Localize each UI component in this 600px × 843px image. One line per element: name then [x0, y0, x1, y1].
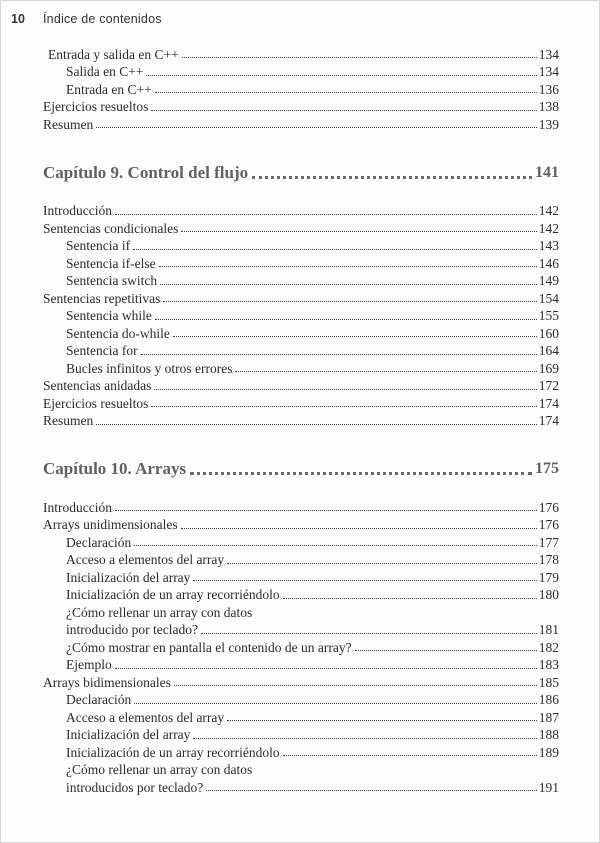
- toc-entry-row: [43, 760, 559, 778]
- entry-title: Entrada en C++: [66, 81, 152, 97]
- chapter-title: Capítulo 10. Arrays: [43, 459, 187, 478]
- page-ref: 188: [538, 727, 559, 742]
- toc-entry-row: [43, 567, 559, 585]
- entry-title: Sentencia if: [66, 238, 131, 253]
- dot-leader: [146, 75, 536, 76]
- page-ref: 176: [538, 499, 559, 515]
- page-ref: 186: [538, 692, 559, 707]
- dot-leader: [134, 545, 537, 546]
- toc-entry-row: [43, 114, 559, 132]
- page-ref: 164: [538, 343, 559, 358]
- page-ref: 181: [538, 622, 559, 637]
- dot-leader: [235, 371, 536, 372]
- page-ref: 169: [538, 360, 559, 376]
- dot-leader: [201, 633, 537, 634]
- entry-title: ¿Cómo mostrar en pantalla el contenido de un array?: [66, 639, 352, 655]
- dot-leader: [227, 563, 537, 564]
- toc-entry-row: [43, 672, 559, 690]
- dot-leader: [283, 598, 537, 599]
- toc-entry-row: [43, 620, 559, 638]
- page-ref: 143: [538, 238, 559, 253]
- dot-leader: [181, 231, 536, 232]
- toc-entry-row: [43, 218, 559, 236]
- page-ref: 185: [538, 674, 559, 690]
- dot-leader: [182, 57, 537, 58]
- toc-chapter-row: [43, 458, 559, 479]
- dot-leader: [174, 685, 537, 686]
- toc-entry-row: [43, 97, 559, 115]
- dot-leader: [115, 214, 537, 215]
- page-ref: 175: [535, 460, 559, 477]
- page-ref: 187: [538, 709, 559, 725]
- toc-entry-row: [43, 725, 559, 743]
- entry-title: Ejercicios resueltos: [43, 395, 149, 411]
- page-ref: 174: [538, 395, 559, 411]
- toc-entry-row: [43, 201, 559, 219]
- entry-title: ¿Cómo rellenar un array con datos: [66, 604, 253, 620]
- dot-leader: [159, 266, 537, 267]
- toc-list: [43, 44, 559, 795]
- page-ref: 139: [538, 116, 559, 132]
- entry-title: Sentencia switch: [66, 273, 158, 288]
- entry-title: Ejemplo: [66, 657, 112, 672]
- entry-title: Introducción: [43, 499, 112, 515]
- entry-title: Sentencia do-while: [66, 325, 170, 341]
- entry-title: Bucles infinitos y otros errores: [66, 360, 233, 376]
- entry-title: introducidos por teclado?: [66, 779, 204, 795]
- toc-entry-row: [43, 637, 559, 655]
- dot-leader: [155, 92, 537, 93]
- page-ref: 191: [538, 779, 559, 795]
- page-ref: 142: [538, 220, 559, 236]
- page-ref: 176: [538, 517, 559, 532]
- entry-title: Declaración: [66, 534, 132, 550]
- toc-entry-row: [43, 376, 559, 394]
- toc-entry-row: [43, 253, 559, 271]
- page-ref: 149: [538, 273, 559, 288]
- page-ref: 172: [538, 378, 559, 393]
- toc-entry-row: [43, 515, 559, 533]
- dot-leader: [151, 110, 536, 111]
- toc-entry-row: [43, 62, 559, 80]
- folio-page-number: 10: [11, 12, 25, 26]
- toc-entry-row: [43, 602, 559, 620]
- dot-leader: [193, 580, 536, 581]
- dot-leader: [134, 703, 537, 704]
- page-ref: 180: [538, 587, 559, 602]
- running-head: [1, 1, 599, 26]
- entry-title: Inicialización del array: [66, 727, 191, 742]
- entry-title: introducido por teclado?: [66, 622, 198, 637]
- toc-entry-row: [43, 655, 559, 673]
- page-ref: 174: [538, 413, 559, 428]
- toc-entry-row: [43, 777, 559, 795]
- toc-chapter-row: [43, 162, 559, 183]
- toc-entry-row: [43, 742, 559, 760]
- dot-leader: [133, 249, 537, 250]
- toc-entry-row: [43, 550, 559, 568]
- dot-leader: [155, 319, 537, 320]
- entry-title: Arrays bidimensionales: [43, 674, 171, 690]
- dot-leader: [154, 389, 536, 390]
- page-ref: 177: [538, 534, 559, 550]
- toc-entry-row: [43, 497, 559, 515]
- page-ref: 179: [538, 569, 559, 585]
- toc-entry-row: [43, 271, 559, 289]
- entry-title: Acceso a elementos del array: [66, 709, 225, 725]
- toc-entry-row: [43, 323, 559, 341]
- toc-entry-row: [43, 288, 559, 306]
- page-ref: 178: [538, 552, 559, 567]
- dot-leader: [193, 738, 536, 739]
- dot-leader: [160, 284, 537, 285]
- page-ref: 160: [538, 325, 559, 341]
- dot-leader: [115, 510, 537, 511]
- chapter-title: Capítulo 9. Control del flujo: [43, 162, 249, 182]
- dot-leader: [173, 336, 537, 337]
- dot-leader: [206, 790, 537, 791]
- dot-leader: [163, 301, 536, 302]
- entry-title: ¿Cómo rellenar un array con datos: [66, 762, 253, 777]
- entry-title: Sentencia if-else: [66, 255, 156, 271]
- entry-title: Ejercicios resueltos: [43, 99, 149, 114]
- entry-title: Resumen: [43, 413, 94, 428]
- toc-entry-row: [43, 358, 559, 376]
- page-ref: 146: [538, 255, 559, 271]
- entry-title: Sentencias repetitivas: [43, 290, 161, 306]
- page-ref: 136: [538, 81, 559, 97]
- page-ref: 141: [535, 163, 559, 181]
- entry-title: Sentencias anidadas: [43, 378, 152, 393]
- dot-leader: [115, 668, 537, 669]
- entry-title: Declaración: [66, 692, 132, 707]
- toc-entry-row: [43, 79, 559, 97]
- dot-leader: [252, 176, 532, 179]
- page-ref: 138: [538, 99, 559, 114]
- page-ref: 154: [538, 290, 559, 306]
- dot-leader: [190, 472, 532, 475]
- running-head-title: Índice de contenidos: [43, 12, 162, 26]
- dot-leader: [141, 354, 537, 355]
- page-ref: 182: [538, 639, 559, 655]
- toc-entry-row: [43, 236, 559, 254]
- entry-title: Arrays unidimensionales: [43, 517, 178, 532]
- dot-leader: [355, 650, 537, 651]
- dot-leader: [96, 127, 537, 128]
- entry-title: Entrada y salida en C++: [48, 46, 179, 62]
- entry-title: Sentencia while: [66, 308, 152, 323]
- toc-entry-row: [43, 44, 559, 62]
- toc-entry-row: [43, 690, 559, 708]
- entry-title: Sentencia for: [66, 343, 138, 358]
- entry-title: Salida en C++: [66, 64, 144, 79]
- dot-leader: [227, 720, 537, 721]
- entry-title: Introducción: [43, 203, 112, 218]
- dot-leader: [181, 528, 537, 529]
- entry-title: Inicialización del array: [66, 569, 191, 585]
- toc-entry-row: [43, 393, 559, 411]
- dot-leader: [151, 406, 536, 407]
- toc-entry-row: [43, 341, 559, 359]
- page-ref: 155: [538, 308, 559, 323]
- toc-entry-row: [43, 532, 559, 550]
- entry-title: Acceso a elementos del array: [66, 552, 225, 567]
- entry-title: Inicialización de un array recorriéndolo: [66, 744, 280, 760]
- entry-title: Sentencias condicionales: [43, 220, 179, 236]
- page-ref: 189: [538, 744, 559, 760]
- page-ref: 183: [538, 657, 559, 672]
- page-ref: 142: [538, 203, 559, 218]
- toc-entry-row: [43, 707, 559, 725]
- dot-leader: [283, 755, 537, 756]
- toc-entry-row: [43, 585, 559, 603]
- page-ref: 134: [538, 64, 559, 79]
- dot-leader: [96, 424, 537, 425]
- page-ref: 134: [538, 46, 559, 62]
- entry-title: Inicialización de un array recorriéndolo: [66, 587, 280, 602]
- toc-entry-row: [43, 411, 559, 429]
- entry-title: Resumen: [43, 116, 94, 132]
- toc-entry-row: [43, 306, 559, 324]
